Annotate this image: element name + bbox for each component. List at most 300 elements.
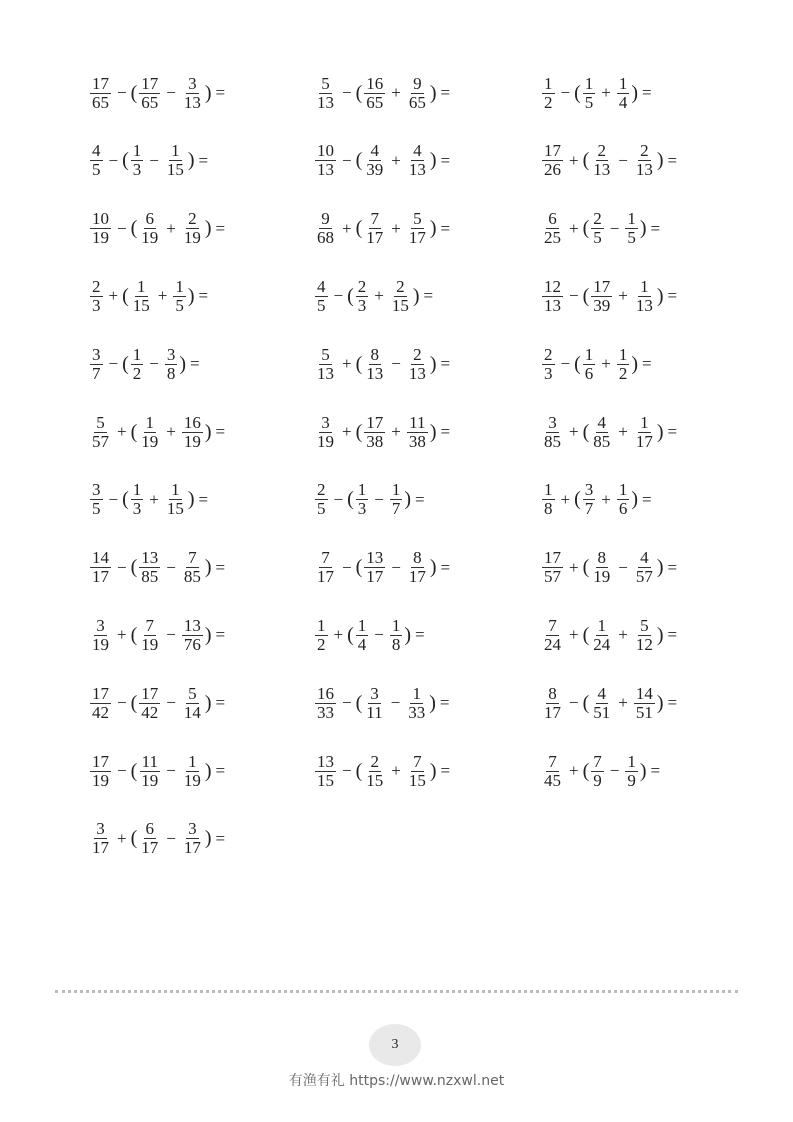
fraction bbox=[139, 549, 160, 586]
denominator: 2 bbox=[618, 363, 628, 383]
close-paren: ) bbox=[631, 81, 639, 104]
open-paren: ( bbox=[130, 81, 138, 104]
equals-sign: = bbox=[440, 761, 451, 780]
denominator: 17 bbox=[408, 567, 426, 587]
fraction bbox=[315, 278, 328, 315]
denominator: 9 bbox=[627, 770, 636, 790]
numerator: 2 bbox=[413, 344, 422, 364]
denominator: 13 bbox=[317, 92, 334, 112]
fraction bbox=[139, 75, 160, 112]
denominator: 33 bbox=[317, 702, 334, 722]
denominator: 19 bbox=[317, 431, 334, 451]
open-paren: ( bbox=[122, 488, 129, 511]
numerator: 11 bbox=[141, 751, 158, 771]
open-paren: ( bbox=[582, 420, 590, 443]
numerator: 7 bbox=[593, 751, 602, 771]
fraction bbox=[315, 481, 328, 518]
operator: + bbox=[342, 422, 352, 441]
math-problem bbox=[540, 613, 681, 657]
operator: + bbox=[391, 218, 401, 238]
fraction bbox=[364, 142, 385, 179]
open-paren: ( bbox=[130, 623, 138, 646]
operator: − bbox=[166, 625, 176, 645]
denominator: 3 bbox=[132, 499, 142, 519]
math-problem bbox=[88, 681, 229, 725]
fraction bbox=[591, 142, 612, 179]
numerator: 13 bbox=[317, 751, 334, 771]
open-paren: ( bbox=[130, 759, 138, 782]
open-paren: ( bbox=[347, 488, 354, 511]
numerator: 7 bbox=[145, 615, 155, 635]
equals-sign: = bbox=[440, 83, 451, 102]
fraction bbox=[139, 753, 160, 790]
close-paren: ) bbox=[631, 352, 639, 375]
operator: + bbox=[108, 286, 119, 306]
fraction bbox=[315, 617, 328, 654]
denominator: 3 bbox=[357, 295, 367, 315]
denominator: 39 bbox=[593, 295, 611, 315]
numerator: 1 bbox=[391, 480, 401, 500]
open-paren: ( bbox=[130, 217, 138, 240]
operator: + bbox=[569, 761, 579, 780]
equals-sign: = bbox=[215, 761, 226, 780]
fraction bbox=[90, 481, 103, 518]
numerator: 5 bbox=[413, 209, 422, 229]
denominator: 2 bbox=[317, 634, 326, 654]
numerator: 2 bbox=[188, 209, 197, 229]
numerator: 5 bbox=[321, 73, 330, 93]
math-problem bbox=[313, 681, 454, 725]
numerator: 1 bbox=[584, 73, 594, 93]
denominator: 19 bbox=[92, 228, 109, 248]
numerator: 3 bbox=[321, 412, 330, 432]
fraction bbox=[90, 617, 111, 654]
open-paren: ( bbox=[355, 149, 363, 172]
fraction bbox=[591, 617, 612, 654]
operator: − bbox=[342, 693, 352, 713]
open-paren: ( bbox=[582, 284, 590, 307]
denominator: 5 bbox=[92, 499, 101, 519]
fraction bbox=[364, 346, 385, 383]
numerator: 4 bbox=[597, 412, 607, 432]
denominator: 15 bbox=[408, 770, 426, 790]
denominator: 38 bbox=[366, 431, 384, 451]
numerator: 1 bbox=[188, 751, 197, 771]
denominator: 14 bbox=[183, 702, 201, 722]
numerator: 7 bbox=[548, 751, 557, 771]
fraction bbox=[90, 685, 111, 722]
math-problem bbox=[88, 274, 212, 318]
equals-sign: = bbox=[440, 422, 451, 441]
numerator: 4 bbox=[640, 548, 649, 568]
denominator: 39 bbox=[366, 160, 384, 180]
math-problem bbox=[540, 546, 681, 590]
numerator: 10 bbox=[92, 209, 109, 229]
numerator: 17 bbox=[92, 73, 109, 93]
fraction bbox=[315, 210, 336, 247]
numerator: 3 bbox=[92, 344, 101, 364]
fraction bbox=[407, 414, 428, 451]
close-paren: ) bbox=[429, 149, 437, 172]
denominator: 5 bbox=[584, 92, 594, 112]
equals-sign: = bbox=[440, 150, 451, 170]
math-problem bbox=[88, 749, 229, 793]
numerator: 8 bbox=[597, 548, 607, 568]
numerator: 7 bbox=[548, 615, 557, 635]
fraction bbox=[364, 685, 384, 722]
numerator: 17 bbox=[544, 548, 561, 568]
denominator: 19 bbox=[183, 431, 201, 451]
open-paren: ( bbox=[130, 827, 138, 850]
operator: − bbox=[149, 354, 159, 374]
equals-sign: = bbox=[215, 218, 226, 238]
close-paren: ) bbox=[204, 691, 212, 714]
close-paren: ) bbox=[204, 623, 212, 646]
fraction bbox=[542, 278, 563, 315]
fraction bbox=[542, 346, 555, 383]
equals-sign: = bbox=[215, 625, 226, 645]
fraction bbox=[315, 549, 336, 586]
numerator: 16 bbox=[366, 73, 384, 93]
equals-sign: = bbox=[667, 693, 678, 713]
operator: + bbox=[618, 422, 628, 441]
numerator: 7 bbox=[321, 548, 330, 568]
operator: + bbox=[569, 422, 579, 441]
close-paren: ) bbox=[429, 420, 437, 443]
numerator: 1 bbox=[597, 615, 607, 635]
denominator: 57 bbox=[544, 567, 561, 587]
denominator: 15 bbox=[166, 499, 184, 519]
fraction bbox=[591, 753, 604, 790]
operator: + bbox=[117, 422, 127, 441]
fraction bbox=[634, 685, 655, 722]
fraction bbox=[591, 685, 612, 722]
denominator: 6 bbox=[584, 363, 594, 383]
numerator: 1 bbox=[627, 209, 636, 229]
denominator: 51 bbox=[635, 702, 653, 722]
denominator: 15 bbox=[366, 770, 384, 790]
fraction bbox=[542, 753, 563, 790]
fraction bbox=[390, 617, 403, 654]
math-problem bbox=[88, 71, 229, 115]
numerator: 13 bbox=[366, 548, 384, 568]
open-paren: ( bbox=[355, 556, 363, 579]
numerator: 6 bbox=[145, 819, 155, 839]
operator: − bbox=[560, 354, 571, 374]
close-paren: ) bbox=[656, 284, 664, 307]
denominator: 13 bbox=[366, 363, 384, 383]
operator: − bbox=[569, 286, 579, 306]
open-paren: ( bbox=[574, 81, 581, 104]
fraction bbox=[315, 414, 336, 451]
equals-sign: = bbox=[650, 761, 661, 780]
denominator: 17 bbox=[366, 567, 384, 587]
open-paren: ( bbox=[582, 691, 590, 714]
fraction bbox=[406, 685, 427, 722]
close-paren: ) bbox=[204, 759, 212, 782]
numerator: 8 bbox=[548, 683, 557, 703]
numerator: 3 bbox=[92, 480, 101, 500]
close-paren: ) bbox=[204, 217, 212, 240]
numerator: 3 bbox=[370, 683, 379, 703]
numerator: 17 bbox=[544, 141, 561, 161]
fraction bbox=[407, 210, 428, 247]
open-paren: ( bbox=[347, 623, 354, 646]
denominator: 11 bbox=[366, 702, 383, 722]
operator: − bbox=[374, 625, 384, 645]
numerator: 7 bbox=[370, 209, 380, 229]
fraction bbox=[139, 685, 160, 722]
equals-sign: = bbox=[190, 354, 200, 374]
fraction bbox=[182, 75, 203, 112]
numerator: 1 bbox=[618, 344, 628, 364]
numerator: 5 bbox=[640, 615, 649, 635]
numerator: 7 bbox=[413, 751, 422, 771]
operator: − bbox=[609, 761, 620, 780]
operator: − bbox=[108, 354, 119, 374]
denominator: 3 bbox=[544, 363, 553, 383]
fraction bbox=[542, 617, 563, 654]
fraction bbox=[90, 346, 103, 383]
math-problem bbox=[540, 207, 664, 251]
denominator: 45 bbox=[544, 770, 561, 790]
close-paren: ) bbox=[187, 488, 195, 511]
fraction bbox=[182, 210, 203, 247]
numerator: 2 bbox=[640, 141, 649, 161]
numerator: 5 bbox=[321, 344, 330, 364]
operator: + bbox=[374, 286, 384, 306]
numerator: 1 bbox=[640, 276, 649, 296]
operator: − bbox=[333, 489, 344, 509]
fraction bbox=[364, 753, 385, 790]
fraction bbox=[90, 210, 111, 247]
fraction bbox=[139, 414, 160, 451]
close-paren: ) bbox=[204, 827, 212, 850]
denominator: 12 bbox=[635, 634, 653, 654]
operator: − bbox=[342, 761, 352, 780]
numerator: 2 bbox=[357, 276, 367, 296]
math-problem bbox=[313, 410, 454, 454]
denominator: 2 bbox=[132, 363, 142, 383]
numerator: 17 bbox=[92, 683, 109, 703]
operator: − bbox=[166, 83, 176, 102]
denominator: 57 bbox=[92, 431, 109, 451]
open-paren: ( bbox=[347, 284, 354, 307]
fraction bbox=[139, 617, 160, 654]
numerator: 4 bbox=[317, 276, 326, 296]
denominator: 13 bbox=[317, 160, 334, 180]
fraction bbox=[182, 617, 203, 654]
operator: − bbox=[618, 557, 628, 577]
close-paren: ) bbox=[412, 284, 420, 307]
denominator: 15 bbox=[317, 770, 334, 790]
fraction bbox=[315, 753, 336, 790]
fraction bbox=[90, 820, 111, 857]
operator: + bbox=[117, 625, 127, 645]
equals-sign: = bbox=[198, 150, 209, 170]
fraction bbox=[591, 210, 604, 247]
footer-text: 有渔有礼 https://www.nzxwl.net bbox=[288, 1073, 505, 1089]
fraction bbox=[407, 75, 428, 112]
denominator: 85 bbox=[183, 567, 201, 587]
numerator: 11 bbox=[409, 412, 426, 432]
denominator: 51 bbox=[593, 702, 611, 722]
numerator: 1 bbox=[132, 344, 142, 364]
operator: + bbox=[601, 489, 611, 509]
numerator: 13 bbox=[141, 548, 159, 568]
operator: + bbox=[149, 489, 159, 509]
denominator: 17 bbox=[635, 431, 653, 451]
math-problem bbox=[313, 749, 454, 793]
numerator: 8 bbox=[413, 548, 422, 568]
numerator: 3 bbox=[584, 480, 594, 500]
operator: − bbox=[166, 693, 176, 713]
math-problem bbox=[313, 546, 454, 590]
denominator: 9 bbox=[593, 770, 602, 790]
close-paren: ) bbox=[204, 81, 212, 104]
math-problem bbox=[540, 71, 656, 115]
denominator: 17 bbox=[317, 567, 334, 587]
fraction bbox=[131, 346, 144, 383]
math-problem bbox=[313, 478, 429, 522]
fraction bbox=[165, 142, 186, 179]
denominator: 85 bbox=[593, 431, 611, 451]
denominator: 17 bbox=[92, 567, 109, 587]
denominator: 26 bbox=[544, 160, 561, 180]
fraction bbox=[617, 346, 630, 383]
equals-sign: = bbox=[440, 218, 451, 238]
operator: + bbox=[569, 625, 579, 645]
denominator: 8 bbox=[391, 634, 401, 654]
numerator: 1 bbox=[171, 141, 180, 161]
math-problem bbox=[88, 817, 229, 861]
numerator: 12 bbox=[544, 276, 561, 296]
denominator: 17 bbox=[92, 838, 109, 858]
denominator: 65 bbox=[408, 92, 426, 112]
operator: + bbox=[618, 693, 628, 713]
numerator: 5 bbox=[96, 412, 105, 432]
denominator: 5 bbox=[175, 295, 184, 315]
denominator: 13 bbox=[635, 295, 653, 315]
denominator: 5 bbox=[317, 499, 326, 519]
equals-sign: = bbox=[440, 557, 451, 577]
math-problem bbox=[540, 139, 681, 183]
numerator: 2 bbox=[370, 751, 380, 771]
fraction bbox=[583, 75, 596, 112]
numerator: 1 bbox=[618, 480, 628, 500]
fraction bbox=[364, 414, 385, 451]
equals-sign: = bbox=[215, 693, 226, 713]
fraction bbox=[583, 481, 596, 518]
operator: − bbox=[117, 83, 127, 102]
operator: + bbox=[166, 218, 176, 238]
denominator: 19 bbox=[92, 634, 109, 654]
numerator: 1 bbox=[357, 615, 367, 635]
equals-sign: = bbox=[423, 286, 434, 306]
close-paren: ) bbox=[631, 488, 639, 511]
math-problem bbox=[88, 613, 229, 657]
numerator: 2 bbox=[544, 344, 553, 364]
open-paren: ( bbox=[582, 217, 590, 240]
denominator: 76 bbox=[183, 634, 201, 654]
open-paren: ( bbox=[130, 556, 138, 579]
numerator: 1 bbox=[391, 615, 401, 635]
operator: + bbox=[391, 761, 401, 780]
denominator: 17 bbox=[544, 702, 561, 722]
numerator: 2 bbox=[92, 276, 101, 296]
open-paren: ( bbox=[355, 352, 363, 375]
close-paren: ) bbox=[187, 149, 195, 172]
numerator: 4 bbox=[413, 141, 422, 161]
open-paren: ( bbox=[582, 556, 590, 579]
fraction bbox=[139, 210, 160, 247]
fraction bbox=[356, 481, 369, 518]
denominator: 19 bbox=[92, 770, 109, 790]
numerator: 9 bbox=[413, 73, 422, 93]
numerator: 3 bbox=[548, 412, 557, 432]
math-problem bbox=[313, 139, 454, 183]
operator: − bbox=[117, 693, 127, 713]
open-paren: ( bbox=[130, 691, 138, 714]
math-problem bbox=[313, 613, 429, 657]
numerator: 1 bbox=[357, 480, 367, 500]
numerator: 8 bbox=[370, 344, 380, 364]
numerator: 2 bbox=[593, 209, 602, 229]
fraction bbox=[634, 142, 655, 179]
close-paren: ) bbox=[204, 420, 212, 443]
denominator: 17 bbox=[366, 228, 384, 248]
denominator: 57 bbox=[635, 567, 653, 587]
denominator: 17 bbox=[408, 228, 426, 248]
operator: + bbox=[391, 83, 401, 102]
fraction bbox=[315, 142, 336, 179]
denominator: 3 bbox=[357, 499, 367, 519]
numerator: 2 bbox=[317, 480, 326, 500]
operator: − bbox=[342, 557, 352, 577]
math-problem bbox=[313, 207, 454, 251]
equals-sign: = bbox=[215, 83, 226, 102]
operator: − bbox=[108, 489, 119, 509]
denominator: 7 bbox=[391, 499, 401, 519]
denominator: 25 bbox=[544, 228, 561, 248]
math-problem bbox=[88, 207, 229, 251]
numerator: 1 bbox=[175, 276, 184, 296]
operator: − bbox=[166, 557, 176, 577]
equals-sign: = bbox=[215, 557, 226, 577]
operator: + bbox=[601, 354, 611, 374]
close-paren: ) bbox=[187, 284, 195, 307]
denominator: 13 bbox=[408, 363, 426, 383]
denominator: 17 bbox=[141, 838, 159, 858]
math-problem bbox=[313, 342, 454, 386]
operator: − bbox=[117, 218, 127, 238]
open-paren: ( bbox=[130, 420, 138, 443]
fraction bbox=[182, 820, 203, 857]
numerator: 4 bbox=[92, 141, 101, 161]
math-problem bbox=[88, 139, 212, 183]
fraction bbox=[182, 414, 203, 451]
numerator: 4 bbox=[370, 141, 380, 161]
open-paren: ( bbox=[355, 217, 363, 240]
open-paren: ( bbox=[355, 759, 363, 782]
open-paren: ( bbox=[122, 352, 129, 375]
numerator: 1 bbox=[618, 73, 628, 93]
equals-sign: = bbox=[642, 354, 652, 374]
denominator: 17 bbox=[183, 838, 201, 858]
operator: + bbox=[569, 218, 579, 238]
numerator: 1 bbox=[627, 751, 636, 771]
fraction bbox=[407, 753, 428, 790]
